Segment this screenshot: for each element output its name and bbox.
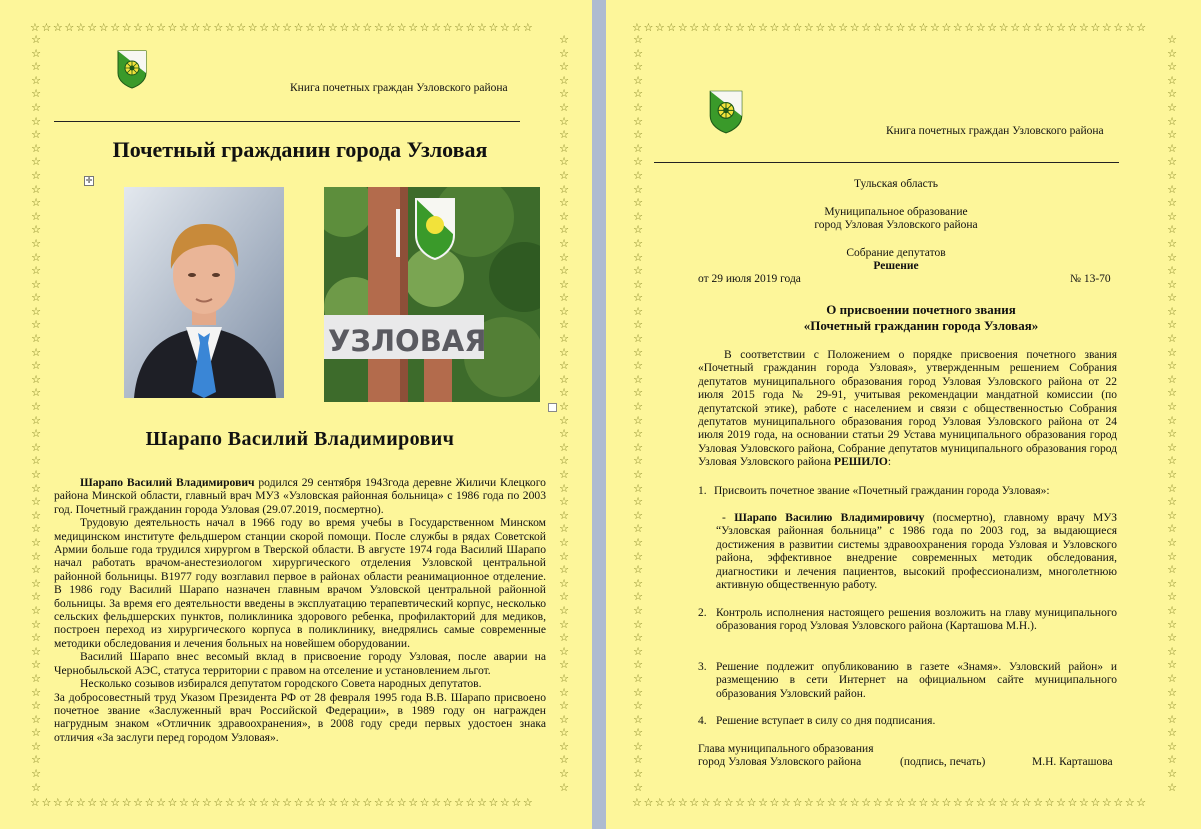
signature-title-line-1: Глава муниципального образования (698, 743, 874, 755)
item-4-number: 4. (698, 715, 707, 727)
star-border-icon: ☆☆☆☆☆☆☆☆☆☆☆☆☆☆☆☆☆☆☆☆☆☆☆☆☆☆☆☆☆☆☆☆☆☆☆☆☆☆☆☆☆☆☆☆ (30, 796, 535, 809)
item-1-dash: - (722, 512, 735, 524)
book-title: Книга почетных граждан Узловского района (886, 125, 1104, 137)
bio-paragraph-4: Несколько созывов избирался депутатом городского Совета народных депутатов. (80, 677, 482, 691)
item-4-text: Решение вступает в силу со дня подписания. (716, 715, 936, 727)
preamble-text: В соответствии с Положением о порядке присвоения почетного звания «Почетный гражданин города Узловая», утвержденным решением Собрания депутатов муниципального образования город Узловая Узловского района от 22 июля 2015 года № 29-91, учитывая рекомендации мандатной комиссии (по депутатской этике), работе с населением и связи с общественностью Собрания депутатов муниципального образования город Узловая Узловского района от 24 июля 2019 года, на основании статьи 29 Устава муниципального образования город Узловая Узловского района, Собрание депутатов муниципального образования город Узловая Узловского района (698, 349, 1117, 469)
biography-text (54, 476, 546, 744)
bio-paragraph-2: Трудовую деятельность начал в 1966 году во время учебы в Государственном Минском медицинском институте фельдшером станции скорой помощи. После службы в рядах Советской Армии больше года трудился хирургом в Тверской области. В августе 1974 года Василий Шарапо начал работать врачом-анестезиологом хирургического отделения Узловской центральной районной больницы. В1977 году возглавил первое в районах области реанимационное отделение. В 1986 году Василий Шарапо назначен главным врачом Узловской центральной районной больницы. За время его деятельности введены в эксплуатацию терапевтический корпус, несколько сельских фельдшерских пунктов, поликлиника здорового ребенка, профилакторий для медиков, построен переход из хирургического корпуса в поликлинику, внедрялись самые современные методики обследования и лечения больных на новейшем оборудовании. (54, 516, 546, 650)
bio-name-bold: Шарапо Василий Владимирович (80, 476, 255, 489)
person-name: Шарапо Василий Владимирович (145, 428, 455, 450)
item-2-number: 2. (698, 607, 707, 619)
item-1-detail-text: (посмертно), главному врачу МУЗ “Узловская районная больница” с 1986 года по 2003 год, за выдающиеся достижения в развитии системы здравоохранения города Узловая и Узловского района, эффективное внедрение современных методик обследования, диагностики и лечения пациентов, высокий профессионализм, многолетнюю активную общественную работу. (716, 512, 1117, 592)
star-border-icon: ☆☆☆☆☆☆☆☆☆☆☆☆☆☆☆☆☆☆☆☆☆☆☆☆☆☆☆☆☆☆☆☆☆☆☆☆☆☆☆☆☆☆☆☆☆ (632, 21, 1148, 34)
document-number: № 13-70 (1070, 273, 1111, 285)
assembly-name: Собрание депутатов (846, 247, 946, 259)
book-title: Книга почетных граждан Узловского района (290, 82, 508, 94)
header-rule (54, 121, 520, 122)
decision-item-1 (698, 485, 1117, 498)
star-border-icon: ☆☆☆☆☆☆☆☆☆☆☆☆☆☆☆☆☆☆☆☆☆☆☆☆☆☆☆☆☆☆☆☆☆☆☆☆☆☆☆☆☆☆☆☆ (30, 21, 535, 34)
coat-of-arms-icon (116, 49, 148, 89)
page-gutter (592, 0, 606, 829)
right-page (606, 0, 1201, 829)
star-border-icon: ☆☆☆☆☆☆☆☆☆☆☆☆☆☆☆☆☆☆☆☆☆☆☆☆☆☆☆☆☆☆☆☆☆☆☆☆☆☆☆☆☆☆☆☆☆ (632, 796, 1148, 809)
subject-line-2: «Почетный гражданин города Узловая» (803, 318, 1039, 333)
table-move-handle-icon[interactable]: ✛ (85, 176, 93, 185)
coat-of-arms-icon (708, 89, 744, 134)
bio-paragraph-3: Василий Шарапо внес весомый вклад в присвоение городу Узловая, после аварии на Чернобыльской АЭС, статуса территории с правом на отселение и установлением льгот. (54, 650, 546, 677)
left-page (0, 0, 592, 829)
decision-item-2 (698, 607, 1117, 634)
item-3-text: Решение подлежит опубликованию в газете «Знамя». Узловский район» и размещению в сети Интернет на официальном сайте муниципального образования Узловский район. (716, 661, 1117, 700)
bio-paragraph-1 (54, 476, 546, 516)
city-sign-photo (324, 187, 540, 402)
portrait-photo (124, 187, 284, 398)
page-title: Почетный гражданин города Узловая (112, 137, 488, 162)
municipality-line-1: Муниципальное образование (824, 206, 968, 218)
subject-line-1: О присвоении почетного звания (826, 302, 1016, 317)
signature-placeholder: (подпись, печать) (900, 756, 986, 768)
item-1-person-bold: Шарапо Василию Владимировичу (734, 512, 925, 524)
bio-paragraph-5: За добросовестный труд Указом Президента РФ от 28 февраля 1995 года В.В. Шарапо присвоено почетное звание «Заслуженный врач Российской Федерации», в 1989 году он награжден нагрудным знаком «Отличник здравоохранения», в 2008 году среди первых удостоен знака отличия «За заслуги перед городом Узловая». (54, 690, 546, 744)
municipality-line-2: город Узловая Узловского района (814, 219, 978, 231)
region: Тульская область (854, 178, 938, 190)
item-1-text: Присвоить почетное звание «Почетный гражданин города Узловая»: (714, 485, 1050, 497)
decision-item-3 (698, 661, 1117, 701)
header-rule (654, 162, 1119, 163)
document-date: от 29 июля 2019 года (698, 273, 801, 285)
signature-name: М.Н. Карташова (1032, 756, 1113, 768)
star-border-icon: ☆☆☆☆☆☆☆☆☆☆☆☆☆☆☆☆☆☆☆☆☆☆☆☆☆☆☆☆☆☆☆☆☆☆☆☆☆☆☆☆☆☆☆☆☆☆☆☆☆☆☆☆☆☆☆☆ (633, 33, 643, 794)
item-1-number: 1. (698, 485, 707, 497)
city-sign-text: УЗЛОВАЯ (328, 324, 487, 358)
item-3-number: 3. (698, 661, 707, 673)
decision-item-1-detail (716, 512, 1117, 592)
star-border-icon: ☆☆☆☆☆☆☆☆☆☆☆☆☆☆☆☆☆☆☆☆☆☆☆☆☆☆☆☆☆☆☆☆☆☆☆☆☆☆☆☆☆☆☆☆☆☆☆☆☆☆☆☆☆☆☆☆ (31, 33, 41, 794)
bio-paragraph-1-text: родился 29 сентября 1943года деревне Жиличи Клецкого района Минской области, главный врач МУЗ «Узловская районная больница» с 1986 года по 2003 год. Почетный гражданин города Узловая (29.07.2019, посмертно). (54, 476, 546, 516)
preamble-decided: РЕШИЛО (834, 456, 888, 469)
star-border-icon: ☆☆☆☆☆☆☆☆☆☆☆☆☆☆☆☆☆☆☆☆☆☆☆☆☆☆☆☆☆☆☆☆☆☆☆☆☆☆☆☆☆☆☆☆☆☆☆☆☆☆☆☆☆☆☆☆ (559, 33, 569, 794)
item-2-text: Контроль исполнения настоящего решения возложить на главу муниципального образования город Узловая Узловского района (Карташова М.Н.). (716, 607, 1117, 633)
resize-handle-icon[interactable] (548, 403, 557, 412)
star-border-icon: ☆☆☆☆☆☆☆☆☆☆☆☆☆☆☆☆☆☆☆☆☆☆☆☆☆☆☆☆☆☆☆☆☆☆☆☆☆☆☆☆☆☆☆☆☆☆☆☆☆☆☆☆☆☆☆☆ (1167, 33, 1177, 794)
preamble (698, 349, 1117, 470)
signature-title-line-2: город Узловая Узловского района (698, 756, 862, 768)
document-type: Решение (873, 260, 919, 272)
preamble-colon: : (887, 456, 892, 469)
decision-item-4 (698, 715, 1117, 728)
